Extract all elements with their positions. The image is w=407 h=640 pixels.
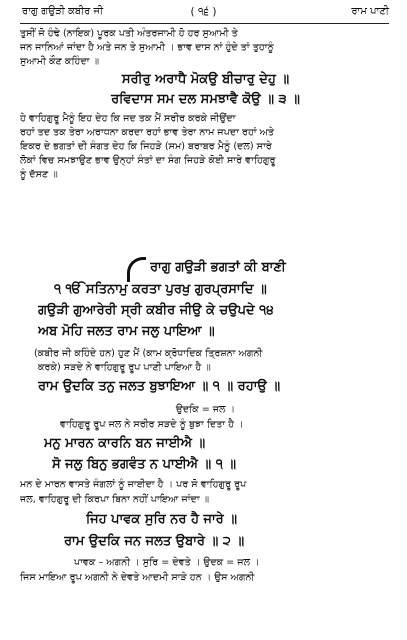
running-header-right: ਰਾਮ ਪਾਣੀ — [351, 6, 389, 17]
verse-line: ਸਰੀਰੁ ਅਰਾਧੈ ਮੋਕਉ ਬੀਚਾਰੁ ਦੇਹੁ ॥ — [121, 72, 290, 87]
commentary-line: ਰਹਾਂ ਤਦ ਤਕ ਤੇਰਾ ਅਰਾਧਨਾ ਕਰਦਾ ਰਹਾਂ ਭਾਵ ਤੇਰਾ ਨਾਮ ਜਪਦਾ ਰਹਾਂ ਅਤੇ — [20, 127, 275, 138]
verse-line: ਸੋ ਜਲੁ ਬਿਨੁ ਭਗਵੰਤ ਨ ਪਾਈਐ ॥ ੧ ॥ — [52, 457, 237, 472]
verse-line: ਮਨੁ ਮਾਰਨ ਕਾਰਨਿ ਬਨ ਜਾਈਐ ॥ — [44, 436, 206, 451]
commentary-line: ਤੁਸੀਂ ਜੋ ਹੰਢੇ (ਨਾਇਕ) ਪੂਰਕ ਪਤੀ ਅੰਤਰਜਾਮੀ ਹੋ ਹਰ ਸੁਆਮੀ ਤੇ — [20, 28, 238, 39]
commentary-line: ਵਾਹਿਗੁਰੂ ਰੂਪ ਜਲ ਨੇ ਸਰੀਰ ਸੜਦੇ ਨੂੰ ਬੁਝਾ ਦਿਤਾ ਹੈ । — [60, 419, 244, 430]
mool-mantar: ੧ ੴ ਸਤਿਨਾਮੁ ਕਰਤਾ ਪੁਰਖੁ ਗੁਰਪ੍ਰਸਾਦਿ ॥ — [54, 282, 267, 297]
verse-line: ਰਾਮ ਉਦਕਿ ਜਨ ਜਲਤ ਉਬਾਰੇ ॥ ੨ ॥ — [64, 534, 245, 549]
shabad-heading: ਗਉੜੀ ਗੁਆਰੇਰੀ ਸ੍ਰੀ ਕਬੀਰ ਜੀਉ ਕੇ ਚਉਪਦੇ ੧੪ — [38, 303, 274, 318]
commentary-line: ਮਨ ਦੇ ਮਾਰਨ ਵਾਸਤੇ ਜੰਗਲਾਂ ਨੂੰ ਜਾਈਦਾ ਹੈ । ਪਰ ਸੋ ਵਾਹਿਗੁਰੂ ਰੂਪ — [20, 479, 247, 490]
commentary-line: ਹੇ ਵਾਹਿਗੁਰੂ ਮੈਨੂੰ ਇਹ ਦੇਹ ਕਿ ਜਦ ਤਕ ਮੈਂ ਸਰੀਰ ਕਰਕੇ ਜੀਉਂਦਾ — [20, 113, 236, 124]
commentary-line: ਇਕਰ ਦੇ ਭਗਤਾਂ ਦੀ ਸੰਗਤ ਦੇਹ ਕਿ ਜਿਹੜੇ (ਸਮ) ਬਰਾਬਰ ਮੈਨੂੰ (ਦਲ) ਸਾਰੇ — [20, 141, 272, 152]
section-heading: ਰਾਗੁ ਗਉੜੀ ਭਗਤਾਂ ਕੀ ਬਾਣੀ — [150, 260, 286, 275]
glossary-line: ਉਦਕਿ = ਜਲ । — [175, 404, 236, 415]
commentary-line: ਲੋਕਾਂ ਵਿਚ ਸਮਝਾਉਣ ਭਾਵ ਉਨ੍ਹਾਂ ਸੰਤਾਂ ਦਾ ਸੰਗ ਜਿਹੜੇ ਕੋਈ ਸਾਰੇ ਵਾਹਿਗੁਰੂ — [20, 155, 276, 166]
verse-line: ਰਾਮ ਉਦਕਿ ਤਨੁ ਜਲਤ ਬੁਝਾਇਆ ॥ ੧ ॥ ਰਹਾਉ ॥ — [38, 379, 281, 394]
glossary-line: ਪਾਵਕ – ਅਗਨੀ । ਸੁਰਿ = ਦੇਵਤੇ । ਉਦਕ = ਜਲ । — [74, 557, 260, 568]
ek-onkar-ornament — [127, 257, 146, 282]
commentary-line: ਜਿਸ ਮਾਇਆ ਰੂਪ ਅਗਨੀ ਨੇ ਦੇਵਤੇ ਆਦਮੀ ਸਾੜੇ ਹਨ । ਉਸ ਅਗਨੀ — [20, 572, 255, 583]
page-number: ( ੧੬ ) — [190, 6, 217, 18]
commentary-line: ਨੂੰ ਦੱਸਣ ॥ — [20, 169, 58, 180]
commentary-line: ਸੁਆਮੀ ਕੌਣ ਕਹਿੰਦਾ ॥ — [20, 56, 100, 67]
verse-line: ਰਵਿਦਾਸ ਸਮ ਦਲ ਸਮਝਾਵੈ ਕੋਉ ॥ ੩ ॥ — [111, 92, 300, 107]
verse-line: ਜਿਹ ਪਾਵਕ ਸੁਰਿ ਨਰ ਹੈ ਜਾਰੇ ॥ — [86, 512, 238, 527]
commentary-line: ਜਨ ਜਾਨਿਆਂ ਜਾਂਦਾ ਹੈ ਅਤੇ ਜਨ ਤੇ ਸੁਆਮੀ । ਭਾਵ ਦਾਸ ਨਾਂ ਹੁੰਦੇ ਤਾਂ ਤੁਹਾਨੂੰ — [20, 42, 274, 53]
commentary-line: ਜਲ, ਵਾਹਿਗੁਰੂ ਦੀ ਕਿਰਪਾ ਬਿਨਾ ਨਹੀਂ ਪਾਇਆ ਜਾਂਦਾ ॥ — [20, 494, 210, 505]
running-header-left: ਰਾਗੁ ਗਉੜੀ ਕਬੀਰ ਜੀ — [22, 6, 104, 17]
header-rule — [20, 23, 389, 24]
verse-line: ਅਬ ਮੋਹਿ ਜਲਤ ਰਾਮ ਜਲੁ ਪਾਇਆ ॥ — [38, 324, 215, 339]
commentary-line: ਕਰਕੇ) ਸੜਦੇ ਨੇ ਵਾਹਿਗੁਰੂ ਰੂਪ ਪਾਣੀ ਪਾਇਆ ਹੈ ॥ — [38, 362, 211, 373]
commentary-line: (ਕਬੀਰ ਜੀ ਕਹਿੰਦੇ ਹਨ) ਹੁਣ ਮੈਂ (ਕਾਮ ਕ੍ਰੋਧਾਦਿਕ ਤ੍ਰਿਸ਼ਨਾ ਅਗਨੀ — [34, 348, 263, 359]
